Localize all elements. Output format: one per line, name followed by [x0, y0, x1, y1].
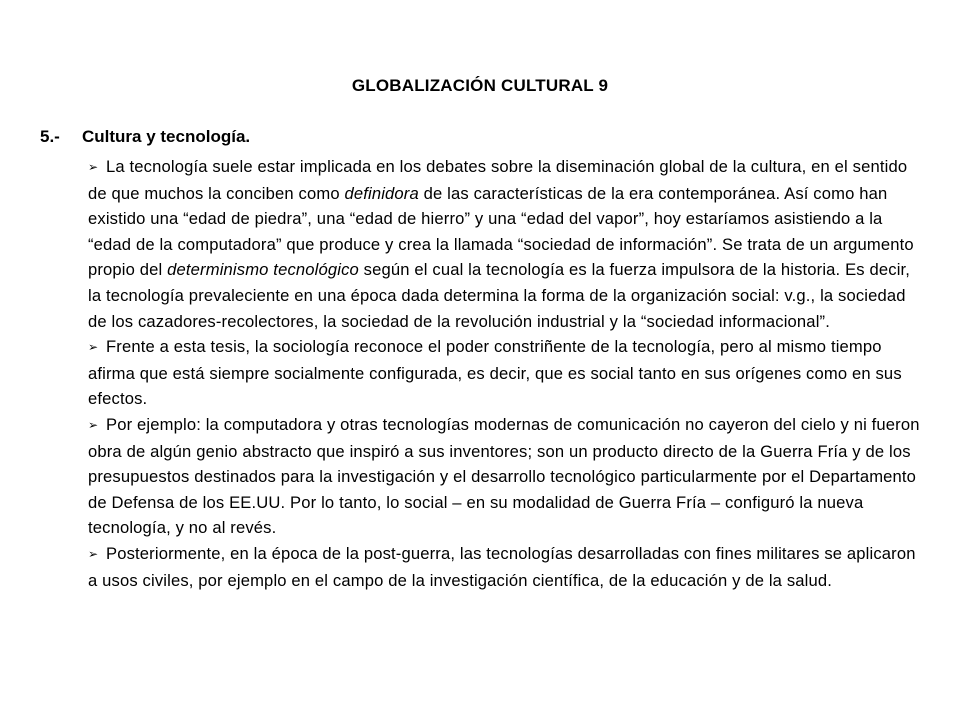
section-number: 5.-: [40, 127, 60, 146]
bullet-text: Por ejemplo: la computadora y otras tecnologías modernas de comunicación no cayeron del cielo y ni fueron obra de algún genio abstracto que inspiró a sus inventores; son un producto directo de la Guerra Fría y de los presupuestos destinados para la investigación y el desarrollo tecnológico particularmente por el Departamento de Defensa de los EE.UU. Por lo tanto, lo social – en su modalidad de Guerra Fría – configuró la nueva tecnología, y no al revés.: [88, 414, 920, 538]
bullet-item: [88, 154, 923, 334]
bullet-item: [88, 334, 923, 412]
bullet-item: [88, 412, 923, 541]
bullet-text: Posteriormente, en la época de la post-guerra, las tecnologías desarrolladas con fines militares se aplicaron a usos civiles, por ejemplo en el campo de la investigación científica, de la educación y de la salud.: [88, 543, 916, 590]
arrow-bullet-icon: ➢: [88, 340, 99, 355]
arrow-bullet-icon: ➢: [88, 546, 99, 561]
bullet-italic-text: definidora: [344, 183, 419, 203]
section-heading: [40, 127, 250, 147]
bullet-text: según el cual la tecnología es la fuerza impulsora de la historia. Es decir, la tecnología prevaleciente en una época dada determina la forma de la organización social: v.g., la sociedad de los cazadores-recolectores, la sociedad de la revolución industrial y la “sociedad informacional”.: [88, 260, 911, 331]
bullet-italic-text: determinismo tecnológico: [167, 260, 359, 280]
arrow-bullet-icon: ➢: [88, 160, 99, 174]
slide-title: GLOBALIZACIÓN CULTURAL 9: [351, 76, 609, 95]
bullet-text: La tecnología suele estar implicada en los debates sobre la diseminación global de la cultura, en el sentido de que muchos la conciben como: [88, 157, 908, 203]
bullet-item: [88, 541, 923, 593]
bullet-text: Frente a esta tesis, la sociología reconoce el poder constriñente de la tecnología, pero al mismo tiempo afirma que está siempre socialmente configurada, es decir, que es social tanto en sus orígenes como en sus efectos.: [88, 337, 902, 409]
bullet-text: de las características de la era contemporánea. Así como han existido una “edad de piedra”, una “edad de hierro” y una “edad del vapor”, hoy estaríamos asistiendo a la “edad de la computadora” que produce y crea la llamada “sociedad de información”. Se trata de un argumento propio del: [88, 183, 914, 280]
section-title: Cultura y tecnología.: [82, 127, 251, 146]
arrow-bullet-icon: ➢: [88, 417, 99, 432]
bullet-list: [88, 154, 923, 593]
